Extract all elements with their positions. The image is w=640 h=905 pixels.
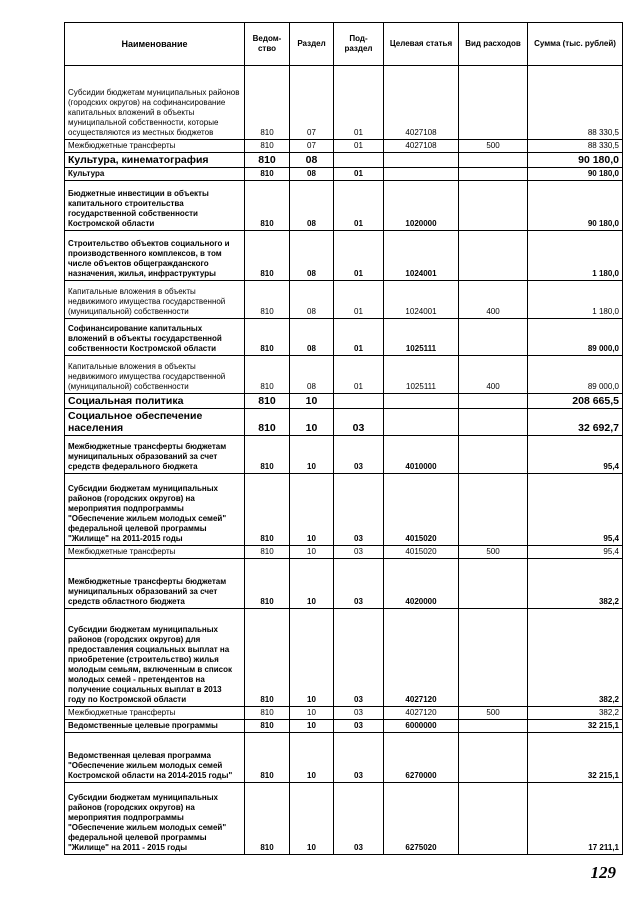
row-razdel: 10 — [290, 733, 334, 783]
row-razdel: 07 — [290, 140, 334, 153]
row-podrazdel: 01 — [334, 231, 384, 281]
row-summa: 89 000,0 — [528, 356, 623, 394]
row-podrazdel: 03 — [334, 609, 384, 707]
row-name: Межбюджетные трансферты — [65, 707, 245, 720]
row-razdel: 08 — [290, 153, 334, 168]
row-summa: 90 180,0 — [528, 168, 623, 181]
row-vedomstvo: 810 — [245, 356, 290, 394]
row-summa: 32 215,1 — [528, 733, 623, 783]
row-statya: 4010000 — [384, 436, 459, 474]
table-row — [65, 66, 623, 140]
row-statya — [384, 394, 459, 409]
row-name: Субсидии бюджетам муниципальных районов (городских округов) на софинансирование капитальных вложений в объекты муниципальной собственности, которые осуществляются из местных бюджетов — [65, 66, 245, 140]
table-row — [65, 474, 623, 546]
row-statya: 6270000 — [384, 733, 459, 783]
row-podrazdel: 03 — [334, 783, 384, 855]
row-name: Капитальные вложения в объекты недвижимого имущества государственной (муниципальной) собственности — [65, 356, 245, 394]
row-summa: 88 330,5 — [528, 66, 623, 140]
row-vedomstvo: 810 — [245, 394, 290, 409]
table-row — [65, 733, 623, 783]
row-vedomstvo: 810 — [245, 720, 290, 733]
row-razdel: 10 — [290, 436, 334, 474]
row-statya: 4027120 — [384, 707, 459, 720]
row-vid — [459, 409, 528, 436]
header-statya: Целевая статья — [384, 23, 459, 66]
row-vedomstvo: 810 — [245, 546, 290, 559]
row-vid — [459, 181, 528, 231]
row-name: Софинансирование капитальных вложений в объекты государственной собственности Костромской области — [65, 319, 245, 356]
row-razdel: 10 — [290, 409, 334, 436]
row-summa: 95,4 — [528, 436, 623, 474]
table-row — [65, 319, 623, 356]
row-name: Межбюджетные трансферты бюджетам муниципальных образований за счет средств областного бюджета — [65, 559, 245, 609]
row-statya: 4027108 — [384, 140, 459, 153]
row-statya: 1025111 — [384, 319, 459, 356]
row-vedomstvo: 810 — [245, 168, 290, 181]
row-vid: 500 — [459, 140, 528, 153]
row-name: Ведомственные целевые программы — [65, 720, 245, 733]
row-summa: 17 211,1 — [528, 783, 623, 855]
table-row — [65, 609, 623, 707]
row-statya: 6275020 — [384, 783, 459, 855]
row-razdel: 08 — [290, 356, 334, 394]
row-summa: 90 180,0 — [528, 181, 623, 231]
row-vid — [459, 231, 528, 281]
table-row — [65, 181, 623, 231]
row-vedomstvo: 810 — [245, 559, 290, 609]
row-vedomstvo: 810 — [245, 474, 290, 546]
row-summa: 89 000,0 — [528, 319, 623, 356]
row-vedomstvo: 810 — [245, 609, 290, 707]
row-razdel: 10 — [290, 546, 334, 559]
row-razdel: 08 — [290, 181, 334, 231]
row-razdel: 10 — [290, 474, 334, 546]
row-podrazdel: 03 — [334, 707, 384, 720]
row-podrazdel: 01 — [334, 181, 384, 231]
row-vid — [459, 474, 528, 546]
table-row — [65, 140, 623, 153]
row-razdel: 08 — [290, 168, 334, 181]
row-razdel: 10 — [290, 394, 334, 409]
row-vid — [459, 168, 528, 181]
row-name: Субсидии бюджетам муниципальных районов (городских округов) для предоставления социальных выплат на приобретение (строительство) жилья молодым семьям, включенным в список молодых семей - претендентов на получение социальных выплат в 2013 году по Костромской области — [65, 609, 245, 707]
row-podrazdel: 01 — [334, 140, 384, 153]
header-razdel: Раздел — [290, 23, 334, 66]
header-vedomstvo: Ведом-ство — [245, 23, 290, 66]
row-summa: 382,2 — [528, 707, 623, 720]
table-row — [65, 153, 623, 168]
row-podrazdel: 01 — [334, 168, 384, 181]
row-razdel: 08 — [290, 281, 334, 319]
row-podrazdel: 03 — [334, 436, 384, 474]
row-statya — [384, 153, 459, 168]
table-row — [65, 436, 623, 474]
row-name: Социальная политика — [65, 394, 245, 409]
table-row — [65, 356, 623, 394]
row-statya: 4020000 — [384, 559, 459, 609]
row-podrazdel: 03 — [334, 720, 384, 733]
table-row — [65, 168, 623, 181]
row-name: Межбюджетные трансферты — [65, 546, 245, 559]
row-vedomstvo: 810 — [245, 281, 290, 319]
table-row — [65, 783, 623, 855]
row-summa: 95,4 — [528, 546, 623, 559]
row-summa: 32 692,7 — [528, 409, 623, 436]
table-row — [65, 231, 623, 281]
table-row — [65, 546, 623, 559]
row-vid: 400 — [459, 281, 528, 319]
header-podrazdel: Под-раздел — [334, 23, 384, 66]
row-podrazdel: 01 — [334, 281, 384, 319]
row-vedomstvo: 810 — [245, 409, 290, 436]
row-name: Субсидии бюджетам муниципальных районов (городских округов) на мероприятия подпрограммы "Обеспечение жильем молодых семей" федеральной целевой программы "Жилище" на 2011 - 2015 годы — [65, 783, 245, 855]
row-summa: 382,2 — [528, 609, 623, 707]
row-summa: 90 180,0 — [528, 153, 623, 168]
row-vid — [459, 733, 528, 783]
row-podrazdel: 01 — [334, 66, 384, 140]
row-statya: 1024001 — [384, 231, 459, 281]
row-podrazdel: 03 — [334, 474, 384, 546]
row-vedomstvo: 810 — [245, 783, 290, 855]
row-razdel: 10 — [290, 783, 334, 855]
table-row — [65, 559, 623, 609]
table-row — [65, 281, 623, 319]
row-vid: 400 — [459, 356, 528, 394]
row-podrazdel: 03 — [334, 409, 384, 436]
row-razdel: 08 — [290, 319, 334, 356]
row-podrazdel: 03 — [334, 733, 384, 783]
row-vedomstvo: 810 — [245, 140, 290, 153]
row-statya: 4027108 — [384, 66, 459, 140]
row-vid: 500 — [459, 707, 528, 720]
row-razdel: 10 — [290, 720, 334, 733]
header-vid: Вид расходов — [459, 23, 528, 66]
header-summa: Сумма (тыс. рублей) — [528, 23, 623, 66]
row-summa: 382,2 — [528, 559, 623, 609]
row-razdel: 10 — [290, 559, 334, 609]
table-row — [65, 409, 623, 436]
row-podrazdel: 01 — [334, 319, 384, 356]
row-vedomstvo: 810 — [245, 733, 290, 783]
row-name: Культура, кинематография — [65, 153, 245, 168]
row-statya — [384, 409, 459, 436]
row-podrazdel: 03 — [334, 546, 384, 559]
page-number: 129 — [590, 863, 616, 882]
row-razdel: 10 — [290, 707, 334, 720]
row-summa: 1 180,0 — [528, 281, 623, 319]
table-row — [65, 707, 623, 720]
row-vedomstvo: 810 — [245, 181, 290, 231]
row-vedomstvo: 810 — [245, 707, 290, 720]
row-summa: 95,4 — [528, 474, 623, 546]
budget-table — [64, 22, 623, 855]
row-name: Межбюджетные трансферты — [65, 140, 245, 153]
row-vedomstvo: 810 — [245, 231, 290, 281]
table-row — [65, 394, 623, 409]
row-vedomstvo: 810 — [245, 153, 290, 168]
header-row — [65, 23, 623, 66]
row-name: Бюджетные инвестиции в объекты капитального строительства государственной собственности Костромской области — [65, 181, 245, 231]
header-name: Наименование — [65, 23, 245, 66]
row-podrazdel: 03 — [334, 559, 384, 609]
row-name: Строительство объектов социального и производственного комплексов, в том числе объектов общегражданского назначения, жилья, инфраструктуры — [65, 231, 245, 281]
row-vid — [459, 720, 528, 733]
row-razdel: 07 — [290, 66, 334, 140]
row-vid — [459, 319, 528, 356]
row-vid — [459, 559, 528, 609]
row-statya: 4027120 — [384, 609, 459, 707]
row-vid — [459, 153, 528, 168]
row-vid — [459, 609, 528, 707]
row-statya — [384, 168, 459, 181]
row-razdel: 08 — [290, 231, 334, 281]
table-row — [65, 720, 623, 733]
row-vid — [459, 436, 528, 474]
row-statya: 4015020 — [384, 546, 459, 559]
row-podrazdel — [334, 153, 384, 168]
row-vid — [459, 66, 528, 140]
row-name: Капитальные вложения в объекты недвижимого имущества государственной (муниципальной) собственности — [65, 281, 245, 319]
row-podrazdel: 01 — [334, 356, 384, 394]
row-statya: 1024001 — [384, 281, 459, 319]
row-podrazdel — [334, 394, 384, 409]
row-name: Социальное обеспечение населения — [65, 409, 245, 436]
row-summa: 1 180,0 — [528, 231, 623, 281]
row-name: Субсидии бюджетам муниципальных районов (городских округов) на мероприятия подпрограммы "Обеспечение жильем молодых семей" федеральной целевой программы "Жилище" на 2011-2015 годы — [65, 474, 245, 546]
row-vid — [459, 394, 528, 409]
row-vid: 500 — [459, 546, 528, 559]
row-statya: 1020000 — [384, 181, 459, 231]
row-summa: 32 215,1 — [528, 720, 623, 733]
row-name: Межбюджетные трансферты бюджетам муниципальных образований за счет средств федерального бюджета — [65, 436, 245, 474]
row-vid — [459, 783, 528, 855]
row-summa: 88 330,5 — [528, 140, 623, 153]
row-name: Культура — [65, 168, 245, 181]
row-statya: 4015020 — [384, 474, 459, 546]
row-statya: 6000000 — [384, 720, 459, 733]
row-vedomstvo: 810 — [245, 436, 290, 474]
row-razdel: 10 — [290, 609, 334, 707]
row-vedomstvo: 810 — [245, 319, 290, 356]
row-statya: 1025111 — [384, 356, 459, 394]
row-vedomstvo: 810 — [245, 66, 290, 140]
row-summa: 208 665,5 — [528, 394, 623, 409]
row-name: Ведомственная целевая программа "Обеспечение жильем молодых семей Костромской области на 2014-2015 годы" — [65, 733, 245, 783]
